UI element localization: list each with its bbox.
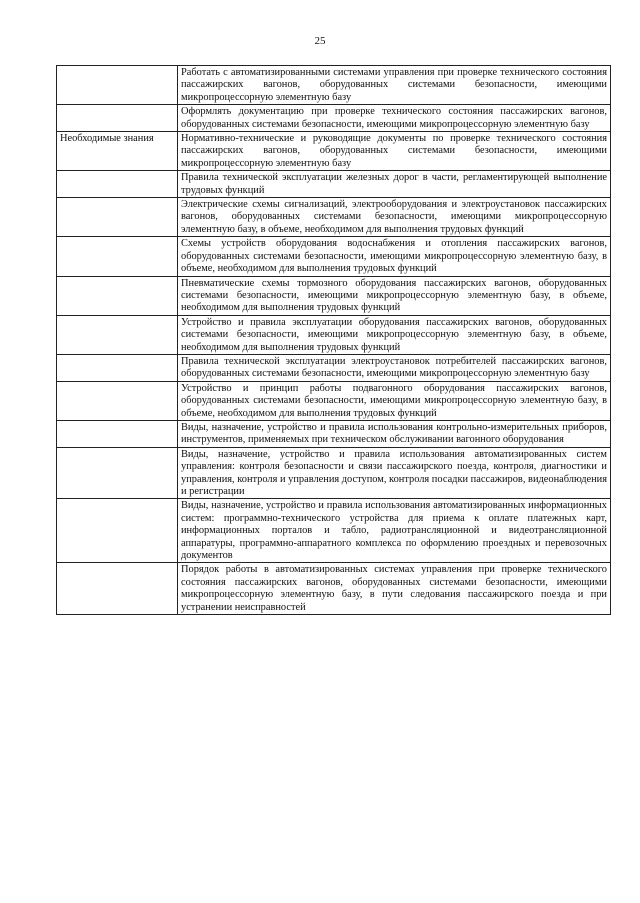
table-row <box>57 381 611 420</box>
page-number: 25 <box>314 35 326 47</box>
empty-label-cell <box>57 105 178 132</box>
knowledge-cell: Устройство и правила эксплуатации оборудования пассажирских вагонов, оборудованных системами безопасности, имеющими микропроцессорную элементную базу, в объеме, необходимом для выполнения трудовых функций <box>178 315 611 354</box>
table-row <box>57 171 611 198</box>
table-row <box>57 105 611 132</box>
knowledge-cell: Виды, назначение, устройство и правила использования автоматизированных информационных систем: программно-технического устройства для приема к оплате платежных карт, информационных порталов и табло, радиотрансляционной и видеотрансляционной аппаратуры, программно-аппаратного комплекса по оформлению проездных и перевозочных документов <box>178 499 611 563</box>
table-row <box>57 132 611 171</box>
knowledge-cell: Нормативно-технические и руководящие документы по проверке технического состояния пассажирских вагонов, оборудованных системами безопасности, имеющими микропроцессорную элементную базу <box>178 132 611 171</box>
knowledge-cell: Электрические схемы сигнализаций, электрооборудования и электроустановок пассажирских вагонов, оборудованных системами безопасности, имеющими микропроцессорную элементную базу, в объеме, необходимом для выполнения трудовых функций <box>178 198 611 237</box>
knowledge-cell: Устройство и принцип работы подвагонного оборудования пассажирских вагонов, оборудованных системами безопасности, имеющими микропроцессорную элементную базу, в объеме, необходимом для выполнения трудовых функций <box>178 381 611 420</box>
empty-label-cell <box>57 66 178 105</box>
skill-cell: Оформлять документацию при проверке технического состояния пассажирских вагонов, оборудованных системами безопасности, имеющими микропроцессорную элементную базу <box>178 105 611 132</box>
table-row <box>57 276 611 315</box>
table-row <box>57 198 611 237</box>
table-row <box>57 499 611 563</box>
knowledge-label: Необходимые знания <box>57 132 178 171</box>
knowledge-cell: Виды, назначение, устройство и правила использования автоматизированных систем управления: контроля безопасности и связи пассажирского поезда, контроля, диагностики и управления, контроля и управления доступом, контроля посадки пассажиров, видеонаблюдения и регистрации <box>178 447 611 499</box>
skill-cell: Работать с автоматизированными системами управления при проверке технического состояния пассажирских вагонов, оборудованных системами безопасности, имеющими микропроцессорную элементную базу <box>178 66 611 105</box>
knowledge-cell: Правила технической эксплуатации железных дорог в части, регламентирующей выполнение трудовых функций <box>178 171 611 198</box>
knowledge-cell: Пневматические схемы тормозного оборудования пассажирских вагонов, оборудованных системами безопасности, имеющими микропроцессорную элементную базу, в объеме, необходимом для выполнения трудовых функций <box>178 276 611 315</box>
table-row <box>57 66 611 105</box>
table-row <box>57 354 611 381</box>
knowledge-table <box>56 65 611 615</box>
knowledge-cell: Схемы устройств оборудования водоснабжения и отопления пассажирских вагонов, оборудованных системами безопасности, имеющими микропроцессорную элементную базу, в объеме, необходимом для выполнения трудовых функций <box>178 237 611 276</box>
knowledge-cell: Порядок работы в автоматизированных системах управления при проверке технического состояния пассажирских вагонов, оборудованных системами безопасности, имеющими микропроцессорную элементную базу, в пути следования пассажирского поезда и при устранении неисправностей <box>178 563 611 615</box>
knowledge-cell: Правила технической эксплуатации электроустановок потребителей пассажирских вагонов, оборудованных системами безопасности, имеющими микропроцессорную элементную базу <box>178 354 611 381</box>
table-row <box>57 563 611 615</box>
knowledge-cell: Виды, назначение, устройство и правила использования контрольно-измерительных приборов, инструментов, применяемых при техническом обслуживании вагонного оборудования <box>178 420 611 447</box>
table-row <box>57 315 611 354</box>
table-row <box>57 420 611 447</box>
table-row <box>57 447 611 499</box>
table-row <box>57 237 611 276</box>
